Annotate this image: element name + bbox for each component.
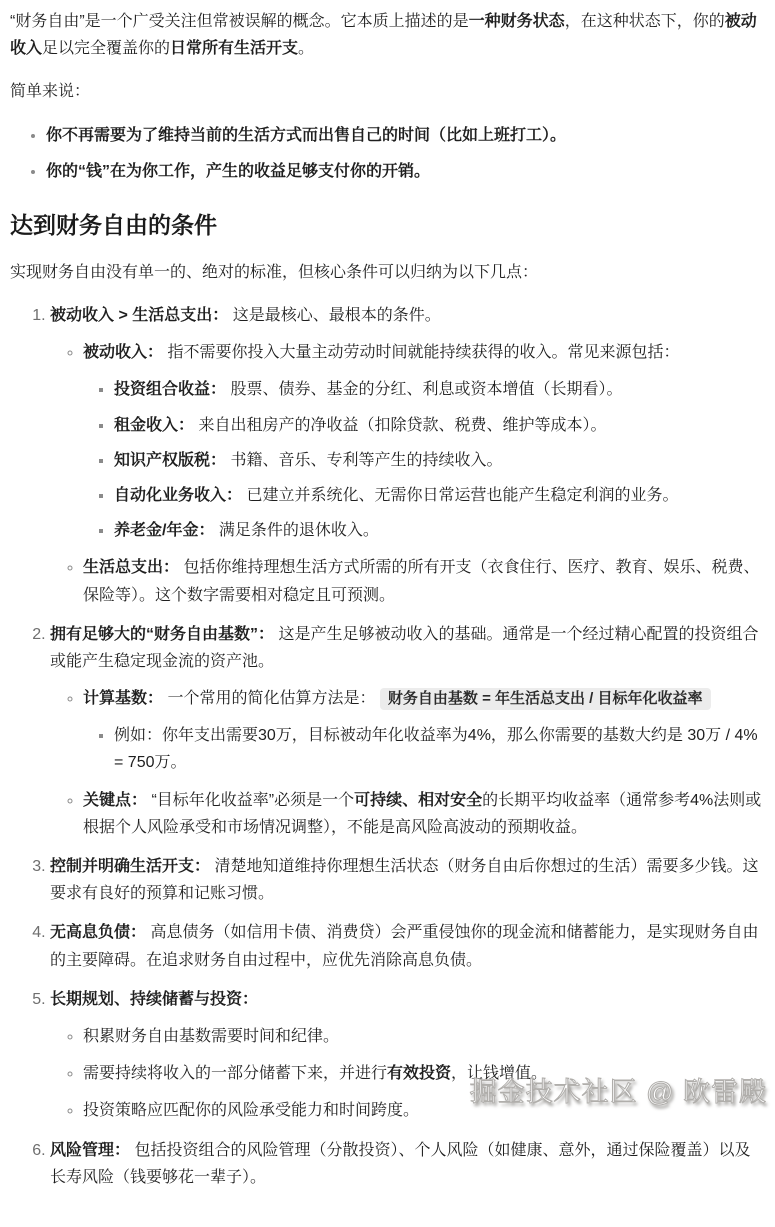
passive-income-sources-list xyxy=(83,376,763,544)
source-item-portfolio xyxy=(114,376,763,403)
bold-segment: 可持续、相对安全 xyxy=(354,791,483,809)
source-item-royalty xyxy=(114,447,763,474)
plan-point-risk-match: ◦ 投资策略应匹配你的风险承受能力和时间跨度。 xyxy=(83,1097,763,1124)
term-label: 自动化业务收入： xyxy=(114,486,243,504)
text-segment: 。 xyxy=(298,40,315,58)
term-text: 股票、债券、基金的分红、利息或资本增值（长期看）。 xyxy=(226,381,623,399)
bold-segment: 一种财务状态 xyxy=(468,13,565,30)
text-segment: “财务自由”是一个广受关注但常被误解的概念。它本质上描述的是 xyxy=(10,13,469,30)
term-label: 知识产权版税： xyxy=(114,451,227,469)
simply-put-paragraph: 简单来说： xyxy=(10,83,91,101)
bold-segment: 有效投资 xyxy=(387,1065,452,1083)
condition-text: 这是产生足够被动收入的基础。通常是一个经过精心配置的投资组合或能产生稳定现金流的资产池。 xyxy=(50,625,759,670)
term-text: ，让钱增值。 xyxy=(451,1065,548,1083)
source-item-rent xyxy=(114,412,763,439)
passive-income-item xyxy=(83,339,763,544)
condition-label: 被动收入 > 生活总支出： xyxy=(50,307,229,325)
condition-1-sublist xyxy=(50,339,763,609)
plan-point-invest xyxy=(83,1060,763,1087)
term-label: 投资组合收益： xyxy=(114,381,227,399)
source-item-pension xyxy=(114,517,763,544)
text-segment: ，在这种状态下，你的 xyxy=(564,13,725,30)
term-text: 包括你维持理想生活方式所需的所有开支（衣食住行、医疗、教育、娱乐、税费、保险等）。这个数字需要相对稳定且可预测。 xyxy=(83,559,760,604)
term-text: 来自出租房产的净收益（扣除贷款、税费、维护等成本）。 xyxy=(194,416,607,434)
condition-label: 长期规划、持续储蓄与投资： xyxy=(50,990,259,1008)
summary-item-money-works: • 你的“钱”在为你工作，产生的收益足够支付你的开销。 xyxy=(46,158,763,185)
condition-text: 清楚地知道维持你理想生活状态（财务自由后你想过的生活）需要多少钱。这要求有良好的预算和记账习惯。 xyxy=(50,858,759,903)
condition-text: 包括投资组合的风险管理（分散投资）、个人风险（如健康、意外，通过保险覆盖）以及长寿风险（钱要够花一辈子）。 xyxy=(50,1141,751,1186)
term-label: 关键点： xyxy=(83,791,148,809)
term-text: 的长期平均收益率（通常参考4%法则或根据个人风险承受和市场情况调整），不能是高风险高波动的预期收益。 xyxy=(83,791,762,836)
condition-control-expense xyxy=(50,853,763,907)
condition-label: 控制并明确生活开支： xyxy=(50,858,211,876)
formula-code-chip: 财务自由基数 = 年生活总支出 / 目标年化收益率 xyxy=(380,688,711,710)
lead-paragraph: 实现财务自由没有单一的、绝对的标准，但核心条件可以归纳为以下几点： xyxy=(10,263,539,281)
condition-label: 风险管理： xyxy=(50,1141,131,1159)
calc-example-item: ▪ 例如：你年支出需要30万，目标被动年化收益率为4%，那么你需要的基数大约是 30万 / 4% = 750万。 xyxy=(114,722,763,776)
condition-text: 高息债务（如信用卡债、消费贷）会严重侵蚀你的现金流和储蓄能力，是实现财务自由的主要障碍。在追求财务自由过程中，应优先消除高息负债。 xyxy=(50,924,759,969)
term-text: 一个常用的简化估算方法是： xyxy=(163,690,380,708)
term-label: 被动收入： xyxy=(83,344,164,362)
plan-point-discipline: ◦ 积累财务自由基数需要时间和纪律。 xyxy=(83,1023,763,1050)
living-expense-item xyxy=(83,554,763,608)
condition-5-sublist xyxy=(50,1023,763,1125)
summary-item-time: • 你不再需要为了维持当前的生活方式而出售自己的时间（比如上班打工）。 xyxy=(46,122,763,149)
term-text: 满足条件的退休收入。 xyxy=(214,522,379,540)
term-text: “目标年化收益率”必须是一个 xyxy=(147,791,355,809)
condition-passive-income xyxy=(50,302,763,609)
intro-paragraph xyxy=(10,8,763,62)
condition-no-high-interest-debt xyxy=(50,919,763,973)
bold-segment: 被动收入 xyxy=(10,13,757,58)
section-heading-conditions: 达到财务自由的条件 xyxy=(10,211,217,238)
condition-long-term-plan xyxy=(50,986,763,1125)
text-segment: 足以完全覆盖你的 xyxy=(42,40,171,58)
condition-risk-management xyxy=(50,1137,763,1191)
term-text: 已建立并系统化、无需你日常运营也能产生稳定利润的业务。 xyxy=(242,486,679,504)
term-label: 养老金/年金： xyxy=(114,522,215,540)
calc-example-list xyxy=(83,722,763,776)
summary-list xyxy=(10,122,763,185)
calc-base-item xyxy=(83,685,763,777)
source-item-automated-business xyxy=(114,482,763,509)
term-text: 书籍、音乐、专利等产生的持续收入。 xyxy=(226,451,503,469)
watermark: 掘金技术社区 @ 欧雷殿 xyxy=(469,1077,767,1107)
term-label: 计算基数： xyxy=(83,690,164,708)
condition-2-sublist xyxy=(50,685,763,841)
term-label: 租金收入： xyxy=(114,416,195,434)
condition-label: 拥有足够大的“财务自由基数”： xyxy=(50,625,275,643)
conditions-list xyxy=(10,302,763,1191)
term-text: 需要持续将收入的一部分储蓄下来，并进行 xyxy=(83,1065,388,1083)
term-text: 指不需要你投入大量主动劳动时间就能持续获得的收入。常见来源包括： xyxy=(163,344,680,362)
bold-segment: 日常所有生活开支 xyxy=(170,40,299,58)
condition-freedom-base xyxy=(50,621,763,841)
key-point-item xyxy=(83,787,763,841)
condition-text: 这是最核心、最根本的条件。 xyxy=(228,307,441,325)
condition-label: 无高息负债： xyxy=(50,924,147,942)
term-label: 生活总支出： xyxy=(83,559,180,577)
